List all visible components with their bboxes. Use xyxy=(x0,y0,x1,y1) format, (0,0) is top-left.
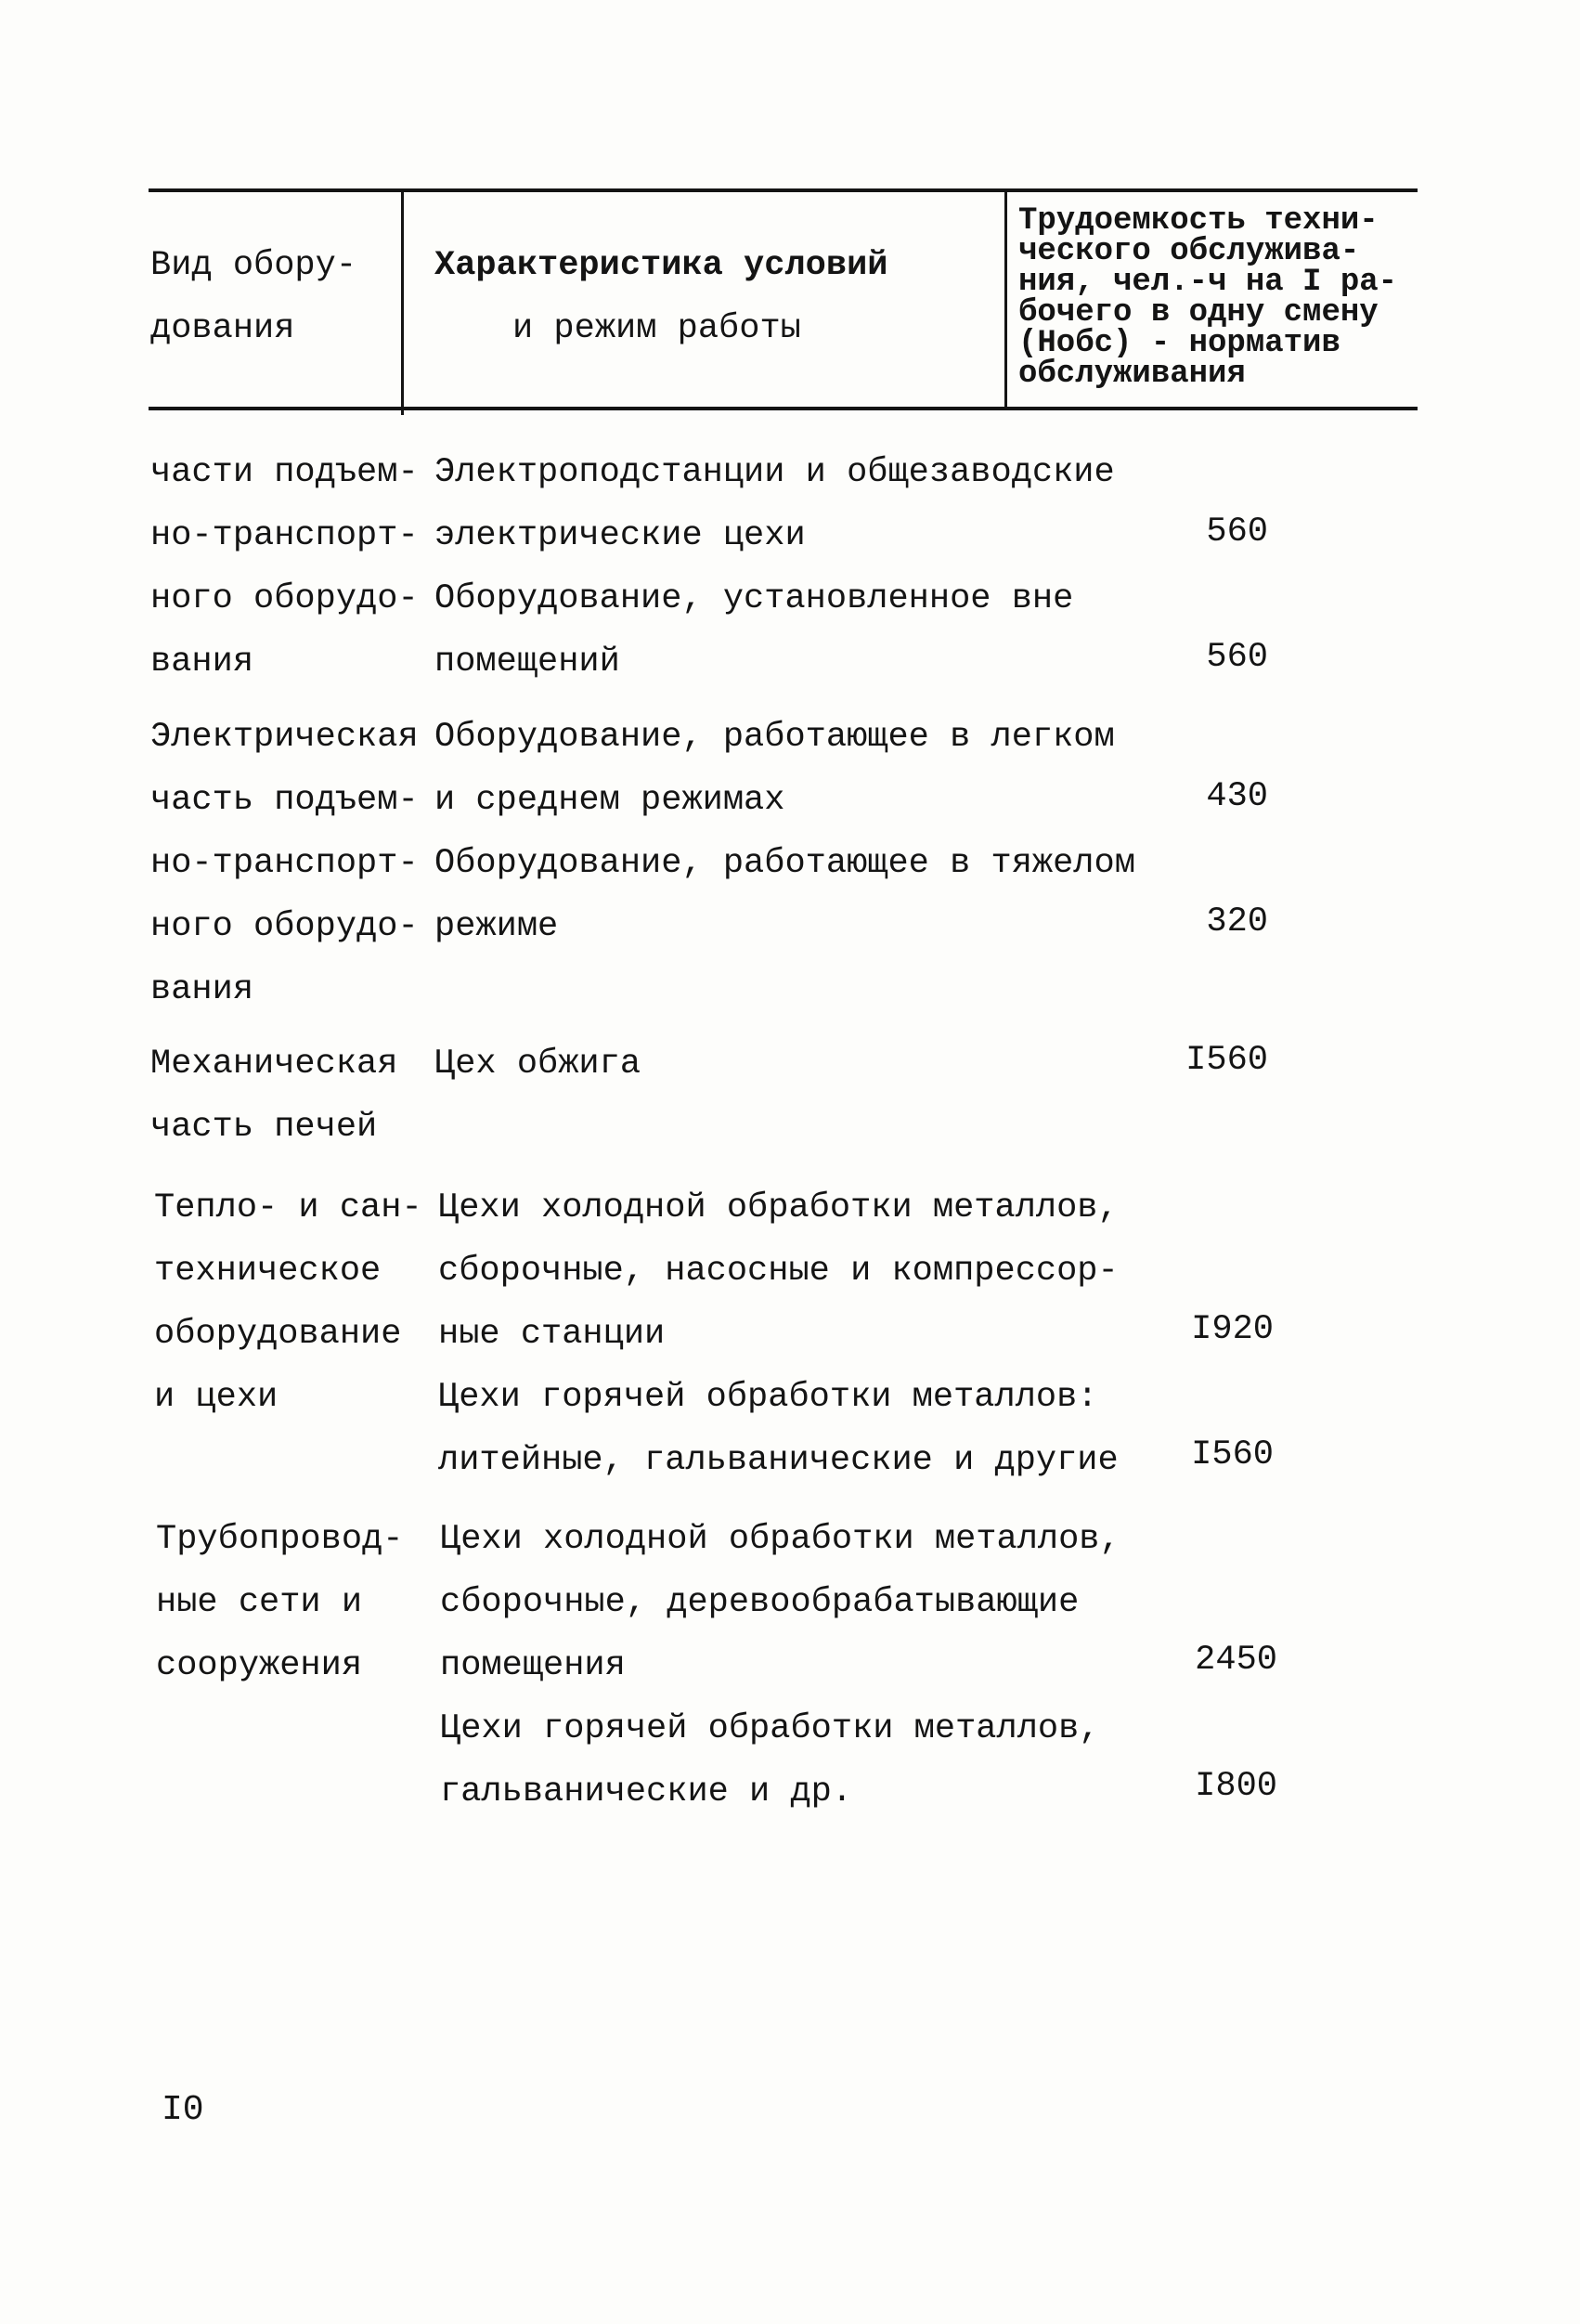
equipment-line: ные сети и xyxy=(156,1583,363,1622)
condition-line: режиме xyxy=(434,907,559,946)
equipment-line: ного оборудо- xyxy=(150,579,419,618)
column-divider-2 xyxy=(1004,188,1007,409)
header-col-labor-line-5: (Нобс) - норматив xyxy=(1018,326,1340,361)
labor-value: I920 xyxy=(1191,1310,1274,1349)
header-col-labor-line-6: обслуживания xyxy=(1018,357,1246,392)
labor-value: 320 xyxy=(1206,902,1268,941)
page-number: I0 xyxy=(162,2090,204,2130)
condition-line: помещений xyxy=(434,643,620,682)
table-header-bottom-rule xyxy=(149,407,1418,410)
equipment-line: ного оборудо- xyxy=(150,907,419,946)
condition-line: Цехи горячей обработки металлов, xyxy=(440,1709,1100,1748)
condition-line: сборочные, насосные и компрессор- xyxy=(438,1252,1119,1291)
condition-line: Цех обжига xyxy=(434,1045,641,1084)
header-col-labor-line-4: бочего в одну смену xyxy=(1018,295,1379,331)
table-top-rule xyxy=(149,188,1418,192)
condition-line: гальванические и др. xyxy=(440,1772,853,1811)
condition-line: Оборудование, работающее в тяжелом xyxy=(434,844,1135,883)
condition-line: и среднем режимах xyxy=(434,781,785,820)
condition-line: Цехи горячей обработки металлов: xyxy=(438,1378,1098,1417)
condition-line: литейные, гальванические и другие xyxy=(438,1441,1119,1480)
header-col-conditions-line-1: Характеристика условий xyxy=(434,246,888,285)
condition-line: помещения xyxy=(440,1646,626,1685)
equipment-line: часть подъем- xyxy=(150,781,419,820)
equipment-line: вания xyxy=(150,970,254,1009)
condition-line: ные станции xyxy=(438,1315,666,1354)
equipment-line: Трубопровод- xyxy=(156,1520,404,1559)
condition-line: электрические цехи xyxy=(434,516,806,555)
labor-value: 430 xyxy=(1206,777,1268,816)
condition-line: сборочные, деревообрабатывающие xyxy=(440,1583,1080,1622)
condition-line: Электроподстанции и общезаводские xyxy=(434,453,1115,492)
equipment-line: Механическая xyxy=(150,1045,398,1084)
equipment-line: части подъем- xyxy=(150,453,419,492)
equipment-line: часть печей xyxy=(150,1108,378,1147)
equipment-line: оборудование xyxy=(154,1315,402,1354)
header-col-labor-line-1: Трудоемкость техни- xyxy=(1018,203,1379,239)
labor-value: 560 xyxy=(1206,513,1268,552)
condition-line: Цехи холодной обработки металлов, xyxy=(440,1520,1120,1559)
header-col-equipment-line-1: Вид обору- xyxy=(150,246,357,285)
equipment-line: техническое xyxy=(154,1252,382,1291)
header-col-labor-line-3: ния, чел.-ч на I ра- xyxy=(1018,265,1398,300)
condition-line: Оборудование, установленное вне xyxy=(434,579,1074,618)
labor-value: 2450 xyxy=(1195,1641,1277,1680)
labor-value: I800 xyxy=(1195,1767,1277,1806)
equipment-line: Электрическая xyxy=(150,718,419,757)
condition-line: Оборудование, работающее в легком xyxy=(434,718,1115,757)
equipment-line: но-транспорт- xyxy=(150,516,419,555)
equipment-line: вания xyxy=(150,643,254,682)
labor-value: I560 xyxy=(1185,1041,1268,1080)
header-col-equipment-line-2: дования xyxy=(150,309,295,348)
labor-value: 560 xyxy=(1206,638,1268,677)
column-divider-1 xyxy=(401,188,404,415)
header-col-labor-line-2: ческого обслужива- xyxy=(1018,234,1360,269)
condition-line: Цехи холодной обработки металлов, xyxy=(438,1188,1119,1227)
header-col-conditions-line-2: и режим работы xyxy=(512,309,801,348)
equipment-line: и цехи xyxy=(154,1378,278,1417)
equipment-line: Тепло- и сан- xyxy=(154,1188,422,1227)
equipment-line: но-транспорт- xyxy=(150,844,419,883)
equipment-line: сооружения xyxy=(156,1646,363,1685)
labor-value: I560 xyxy=(1191,1435,1274,1474)
